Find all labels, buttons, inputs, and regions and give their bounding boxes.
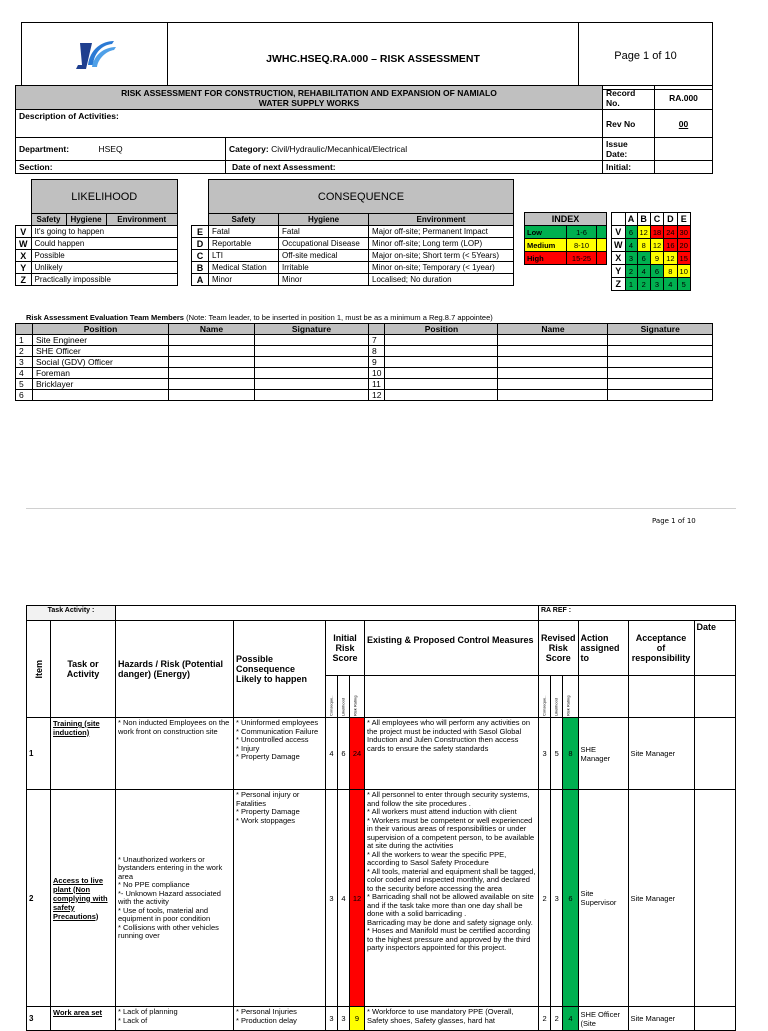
revised-rating: 8 <box>563 718 578 790</box>
index-cell: 2 <box>625 265 637 278</box>
likelihood-row <box>16 250 178 262</box>
index-row-code: Z <box>612 278 626 291</box>
revised-consequence: 2 <box>539 1007 551 1031</box>
team-signature <box>608 335 713 346</box>
date-sub <box>694 676 735 718</box>
team-signature <box>608 390 713 401</box>
index-col-label: E <box>677 213 690 226</box>
consequence-safety: Reportable <box>209 238 279 250</box>
controls-header: Existing & Proposed Control Measures <box>365 621 539 676</box>
index-cell: 15 <box>677 252 690 265</box>
index-cell: 30 <box>677 226 690 239</box>
team-position <box>385 357 498 368</box>
index-row <box>525 252 691 265</box>
likelihood-code: V <box>16 226 32 238</box>
likelihood-col-hygiene: Hygiene <box>66 214 106 226</box>
index-level-name: Medium <box>525 239 567 252</box>
team-row <box>16 379 713 390</box>
consequence-hygiene: Occupational Disease <box>279 238 369 250</box>
likelihood-text: Unlikely <box>31 262 178 274</box>
assessment-title: RISK ASSESSMENT FOR CONSTRUCTION, REHABILITATION AND EXPANSION OF NAMIALO WATER SUPPLY WORKS <box>16 86 603 110</box>
initial-score-header: Initial Risk Score <box>326 621 365 676</box>
revised-likelihood: 3 <box>551 790 563 1007</box>
date-cell <box>694 790 735 1007</box>
team-rows <box>16 335 713 401</box>
consequence-safety: Medical Station <box>209 262 279 274</box>
revised-likelihood: 5 <box>551 718 563 790</box>
index-cell: 8 <box>664 265 677 278</box>
initial-consequence: 3 <box>326 790 338 1007</box>
team-no: 4 <box>16 368 33 379</box>
revised-rating-sub: Risk Rating <box>563 676 578 718</box>
team-name <box>498 335 608 346</box>
index-cell: 6 <box>625 226 637 239</box>
team-signature <box>255 357 369 368</box>
date-cell <box>694 1007 735 1031</box>
section-label: Section: <box>16 161 226 174</box>
team-no: 7 <box>369 335 385 346</box>
initial-rating-sub: Risk Rating <box>350 676 365 718</box>
team-name <box>169 379 255 390</box>
revised-conseq-sub: Conseque.. <box>539 676 551 718</box>
consequence-hygiene: Off-site medical <box>279 250 369 262</box>
revised-consequence: 2 <box>539 790 551 1007</box>
page-number: Page 1 of 10 <box>579 23 713 90</box>
likelihood-text: Possible <box>31 250 178 262</box>
index-cell: 5 <box>677 278 690 291</box>
risk-hazards: * Unauthorized workers or bystanders entering in the work area * No PPE compliance *- Unknown Hazard associated with the activity * Use of tools, material and equipment in poor condition * Collisions with other vehicles running over <box>116 790 234 1007</box>
index-cell: 3 <box>650 278 663 291</box>
consequence-code: B <box>192 262 209 274</box>
consequence-col-environment: Environment <box>369 214 514 226</box>
initial-consequence: 4 <box>326 718 338 790</box>
team-header: Signature <box>608 324 713 335</box>
risk-row <box>27 718 736 790</box>
index-cell: 12 <box>664 252 677 265</box>
team-note <box>26 313 493 322</box>
team-name <box>498 346 608 357</box>
risk-task: Access to live plant (Non complying with safety Precautions) <box>51 790 116 1007</box>
item-header <box>27 621 51 718</box>
consequence-header: Possible Consequence Likely to happen <box>234 621 326 718</box>
consequence-code: A <box>192 274 209 286</box>
acceptance: Site Manager <box>628 790 694 1007</box>
control-measures: * All employees who will perform any activities on the project must be inducted with Sasol Global Induction and Julen Construction then access cards to ensure the safety standards <box>365 718 539 790</box>
team-position: SHE Officer <box>33 346 169 357</box>
initial-conseq-sub: Conseque.. <box>326 676 338 718</box>
team-no: 11 <box>369 379 385 390</box>
risk-row <box>27 790 736 1007</box>
team-header: Position <box>33 324 169 335</box>
index-row-code: W <box>612 239 626 252</box>
consequence-rows <box>192 226 514 286</box>
team-name <box>498 368 608 379</box>
team-header: Name <box>498 324 608 335</box>
index-corner <box>612 213 626 226</box>
likelihood-code: W <box>16 238 32 250</box>
risk-hazards: * Non inducted Employees on the work front on construction site <box>116 718 234 790</box>
index-row <box>525 239 691 252</box>
consequence-environment: Minor off-site; Long term (LOP) <box>369 238 514 250</box>
team-no: 5 <box>16 379 33 390</box>
index-cell: 10 <box>677 265 690 278</box>
consequence-hygiene: Fatal <box>279 226 369 238</box>
team-name <box>169 390 255 401</box>
page-divider <box>26 508 736 509</box>
index-blank <box>525 278 607 291</box>
team-position <box>385 390 498 401</box>
likelihood-code: Z <box>16 274 32 286</box>
likelihood-text: Practically impossible <box>31 274 178 286</box>
revised-score-header: Revised Risk Score <box>539 621 579 676</box>
risk-task: Work area set <box>51 1007 116 1031</box>
next-assessment-label: Date of next Assessment: <box>226 161 603 174</box>
revised-rating: 4 <box>563 1007 578 1031</box>
initial-rating: 9 <box>350 1007 365 1031</box>
risk-rows <box>27 718 736 1031</box>
acceptance-header: Acceptance of responsibility <box>628 621 694 676</box>
team-header: Name <box>169 324 255 335</box>
date-cell <box>694 718 735 790</box>
consequence-title: CONSEQUENCE <box>209 180 514 214</box>
team-position <box>385 335 498 346</box>
team-signature <box>608 357 713 368</box>
consequence-col-safety: Safety <box>209 214 279 226</box>
team-position <box>385 379 498 390</box>
assessment-info-table <box>15 85 713 174</box>
team-position: Social (GDV) Officer <box>33 357 169 368</box>
consequence-code: E <box>192 226 209 238</box>
risk-consequence: * Personal Injuries * Production delay <box>234 1007 326 1031</box>
consequence-environment: Minor on-site; Temporary (< 1year) <box>369 262 514 274</box>
team-row <box>16 390 713 401</box>
risk-index-matrix <box>524 212 691 291</box>
index-cell: 12 <box>637 226 650 239</box>
likelihood-code: Y <box>16 262 32 274</box>
index-cell: 3 <box>625 252 637 265</box>
action-assigned: Site Supervisor <box>578 790 628 1007</box>
team-signature <box>608 379 713 390</box>
initial-likelihood-sub: Likelihood <box>338 676 350 718</box>
index-cell: 4 <box>664 278 677 291</box>
team-row <box>16 346 713 357</box>
index-cell: 12 <box>650 239 663 252</box>
team-position: Bricklayer <box>33 379 169 390</box>
team-position <box>385 346 498 357</box>
risk-row <box>27 1007 736 1031</box>
page-footer: Page 1 of 10 <box>652 517 696 525</box>
likelihood-col-environment: Environment <box>106 214 178 226</box>
index-level-range: 8-10 <box>567 239 597 252</box>
index-cell: 1 <box>625 278 637 291</box>
index-cell: 6 <box>650 265 663 278</box>
consequence-row <box>192 238 514 250</box>
consequence-row <box>192 274 514 286</box>
risk-consequence: * Personal injury or Fatalities * Property Damage * Work stoppages <box>234 790 326 1007</box>
document-title: JWHC.HSEQ.RA.000 – RISK ASSESSMENT <box>168 23 579 90</box>
team-signature <box>608 346 713 357</box>
likelihood-title: LIKELIHOOD <box>31 180 178 214</box>
likelihood-row <box>16 262 178 274</box>
index-cell: 4 <box>637 265 650 278</box>
likelihood-row <box>16 226 178 238</box>
department-label: Department: <box>16 138 96 161</box>
index-col-label: C <box>650 213 663 226</box>
likelihood-row <box>16 238 178 250</box>
revised-consequence: 3 <box>539 718 551 790</box>
revised-likelihood-sub: Likelihood <box>551 676 563 718</box>
risk-task: Training (site induction) <box>51 718 116 790</box>
risk-item: 1 <box>27 718 51 790</box>
index-level-pad <box>597 226 607 239</box>
hazards-header: Hazards / Risk (Potential danger) (Energy) <box>116 621 234 718</box>
acceptance: Site Manager <box>628 718 694 790</box>
consequence-hygiene: Minor <box>279 274 369 286</box>
team-position: Site Engineer <box>33 335 169 346</box>
team-signature <box>255 346 369 357</box>
consequence-col-hygiene: Hygiene <box>279 214 369 226</box>
consequence-safety: Minor <box>209 274 279 286</box>
action-assigned: SHE Officer (Site <box>578 1007 628 1031</box>
likelihood-text: Could happen <box>31 238 178 250</box>
consequence-code: C <box>192 250 209 262</box>
description-label: Description of Activities: <box>16 110 603 138</box>
team-signature <box>608 368 713 379</box>
team-no: 2 <box>16 346 33 357</box>
risk-hazards: * Lack of planning * Lack of <box>116 1007 234 1031</box>
acceptance: Site Manager <box>628 1007 694 1031</box>
team-name <box>169 346 255 357</box>
consequence-safety: Fatal <box>209 226 279 238</box>
record-no-value: RA.000 <box>655 86 713 110</box>
team-name <box>498 379 608 390</box>
team-row <box>16 368 713 379</box>
index-level-name: High <box>525 252 567 265</box>
likelihood-col-safety: Safety <box>31 214 66 226</box>
consequence-environment: Localised; No duration <box>369 274 514 286</box>
index-cell: 24 <box>664 226 677 239</box>
index-col-label: A <box>625 213 637 226</box>
index-cell: 20 <box>677 239 690 252</box>
issue-date-label: Issue Date: <box>603 138 655 161</box>
control-measures: * Workforce to use mandatory PPE (Overall, Safety shoes, Safety glasses, hard hat <box>365 1007 539 1031</box>
team-signature <box>255 368 369 379</box>
likelihood-text: It's going to happen <box>31 226 178 238</box>
team-header: Signature <box>255 324 369 335</box>
task-activity-value <box>116 606 539 621</box>
company-logo <box>22 23 168 90</box>
risk-item: 3 <box>27 1007 51 1031</box>
index-blank <box>525 265 607 278</box>
initial-likelihood: 6 <box>338 718 350 790</box>
rev-no-value: 00 <box>655 110 713 138</box>
index-level-pad <box>597 239 607 252</box>
team-row <box>16 335 713 346</box>
team-name <box>169 368 255 379</box>
index-cell: 6 <box>637 252 650 265</box>
initial-value <box>655 161 713 174</box>
risk-assessment-table <box>26 605 736 1031</box>
index-row-code: X <box>612 252 626 265</box>
department-value: HSEQ <box>96 138 226 161</box>
team-signature <box>255 335 369 346</box>
team-no: 3 <box>16 357 33 368</box>
team-header: Position <box>385 324 498 335</box>
date-header: Date <box>694 621 735 676</box>
index-row <box>525 278 691 291</box>
issue-date-value <box>655 138 713 161</box>
index-cell: 9 <box>650 252 663 265</box>
team-no: 9 <box>369 357 385 368</box>
team-no: 6 <box>16 390 33 401</box>
initial-likelihood: 3 <box>338 1007 350 1031</box>
likelihood-code: X <box>16 250 32 262</box>
index-col-label: D <box>664 213 677 226</box>
consequence-row <box>192 262 514 274</box>
index-cell: 18 <box>650 226 663 239</box>
category-field <box>226 138 603 161</box>
index-level-range: 1-6 <box>567 226 597 239</box>
index-level-name: Low <box>525 226 567 239</box>
consequence-environment: Major off-site; Permanent Impact <box>369 226 514 238</box>
team-signature <box>255 390 369 401</box>
likelihood-table <box>15 179 178 286</box>
index-cell: 8 <box>637 239 650 252</box>
task-header: Task or Activity <box>51 621 116 718</box>
control-measures: * All personnel to enter through security systems, and follow the site procedures . * All workers must attend induction with client * Workers must be competent or well experienced in their various areas of responsibilities or under supervision of a competent person, to be available at site during the activities * All the workers to wear the specific PPE, according to Sasol Safety Procedure * All tools, material and equipment shall be tagged, color coded and inspected monthly, and declared to the security before accessing the area * Barricading shall not be allowed available on site and if the task take more than one day shall be done with a solid barricading . Barricading may be done and safety signage only. * Hoses and Manifold must be certified according to the highest pressure and approved by the third party inspectors appointed for this project. <box>365 790 539 1007</box>
action-assigned: SHE Manager <box>578 718 628 790</box>
team-no-header <box>369 324 385 335</box>
team-position <box>385 368 498 379</box>
category-label: Category: <box>229 144 269 154</box>
team-name <box>498 390 608 401</box>
team-name <box>498 357 608 368</box>
index-row <box>525 226 691 239</box>
consequence-row <box>192 226 514 238</box>
task-activity-label: Task Activity : <box>27 606 116 621</box>
team-position: Foreman <box>33 368 169 379</box>
team-name <box>169 335 255 346</box>
team-title: Risk Assessment Evaluation Team Members <box>26 313 184 322</box>
action-header: Action assigned to <box>578 621 628 676</box>
category-value: Civil/Hydraulic/Mecanhical/Electrical <box>271 144 408 154</box>
initial-consequence: 3 <box>326 1007 338 1031</box>
index-title: INDEX <box>525 213 607 226</box>
index-level-range: 15-25 <box>567 252 597 265</box>
team-signature <box>255 379 369 390</box>
consequence-environment: Major on-site; Short term (< 5Years) <box>369 250 514 262</box>
index-rows <box>525 226 691 291</box>
team-row <box>16 357 713 368</box>
record-no-label: Record No. <box>603 86 655 110</box>
rev-no-label: Rev No <box>603 110 655 138</box>
likelihood-row <box>16 274 178 286</box>
team-no: 1 <box>16 335 33 346</box>
team-no-header <box>16 324 33 335</box>
team-note-text: (Note: Team leader, to be inserted in position 1, must be as a minimum a Reg.8.7 appointee) <box>183 313 493 322</box>
team-no: 12 <box>369 390 385 401</box>
team-name <box>169 357 255 368</box>
controls-sub <box>365 676 539 718</box>
risk-item: 2 <box>27 790 51 1007</box>
initial-rating: 12 <box>350 790 365 1007</box>
acceptance-sub <box>628 676 694 718</box>
ra-ref-label: RA REF : <box>539 606 736 621</box>
consequence-code: D <box>192 238 209 250</box>
team-members-table <box>15 323 713 401</box>
consequence-safety: LTI <box>209 250 279 262</box>
initial-rating: 24 <box>350 718 365 790</box>
index-cell: 2 <box>637 278 650 291</box>
index-row-code: Y <box>612 265 626 278</box>
team-no: 10 <box>369 368 385 379</box>
risk-consequence: * Uninformed employees * Communication Failure * Uncontrolled access * Injury * Property Damage <box>234 718 326 790</box>
initial-likelihood: 4 <box>338 790 350 1007</box>
consequence-row <box>192 250 514 262</box>
index-cell: 16 <box>664 239 677 252</box>
index-level-pad <box>597 252 607 265</box>
action-sub <box>578 676 628 718</box>
revised-likelihood: 2 <box>551 1007 563 1031</box>
document-header <box>21 22 713 90</box>
consequence-table <box>191 179 514 286</box>
revised-rating: 6 <box>563 790 578 1007</box>
index-row <box>525 265 691 278</box>
index-row-code: V <box>612 226 626 239</box>
item-header-text: Item <box>33 659 44 679</box>
consequence-hygiene: Irritable <box>279 262 369 274</box>
index-col-label: B <box>637 213 650 226</box>
initial-label: Initial: <box>603 161 655 174</box>
team-no: 8 <box>369 346 385 357</box>
index-cell: 4 <box>625 239 637 252</box>
team-position <box>33 390 169 401</box>
jc-logo-icon <box>72 35 118 73</box>
